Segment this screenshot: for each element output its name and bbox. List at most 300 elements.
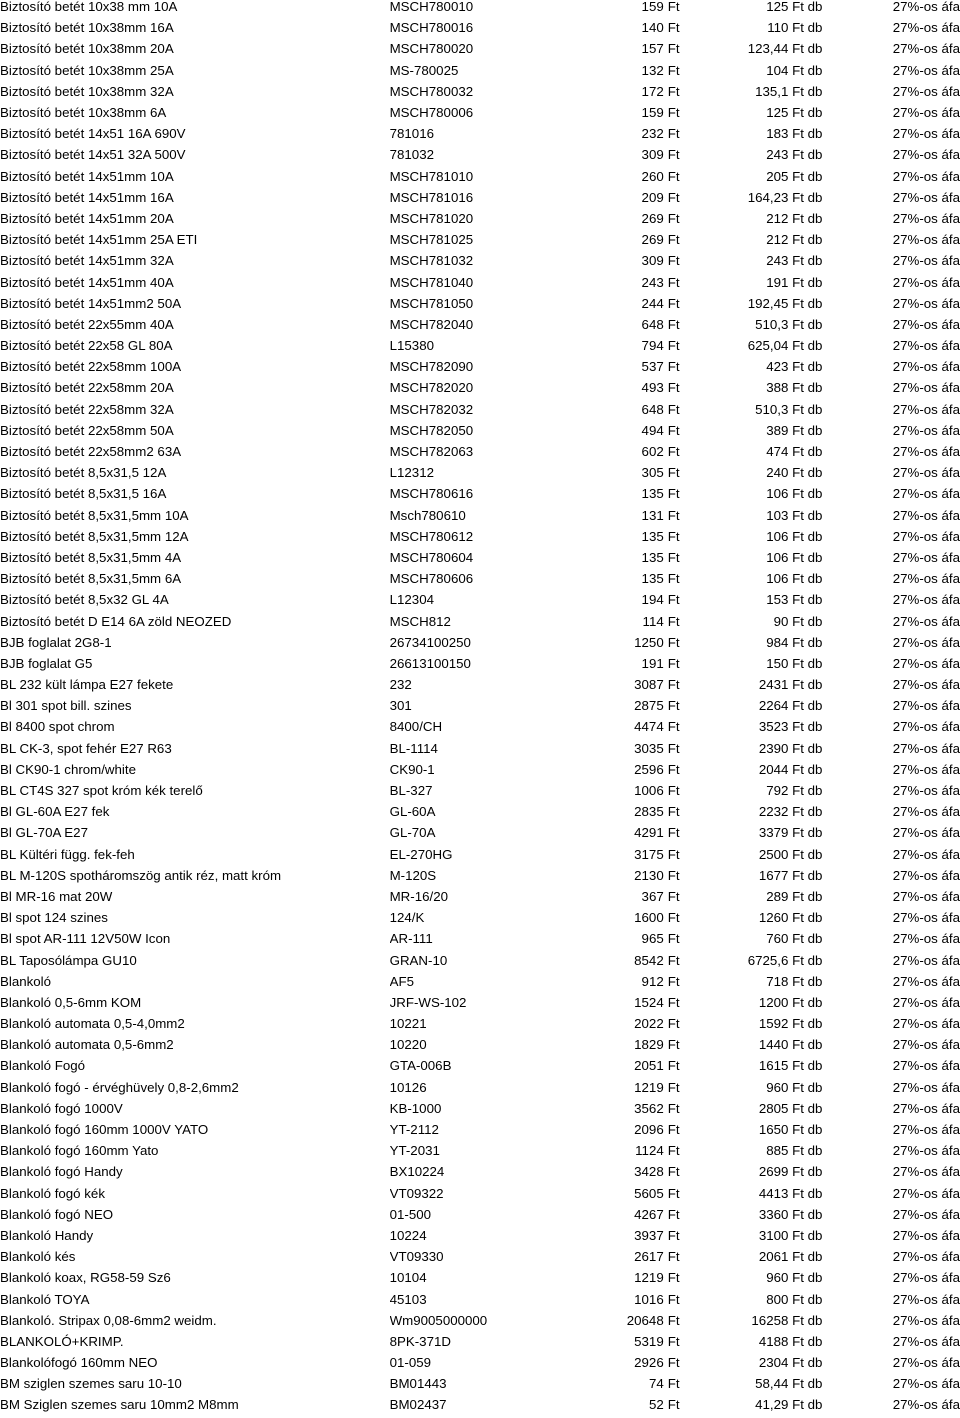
gross-price: 1250: [634, 634, 664, 650]
net-price: 510,3 Ft db: [755, 401, 823, 417]
vat-rate: 27%-os áfa: [892, 1291, 960, 1307]
table-row: [0, 1288, 960, 1309]
table-row: [0, 547, 960, 568]
table-row: [0, 166, 960, 187]
product-code: MSCH780604: [389, 549, 474, 565]
table-row: [0, 420, 960, 441]
gross-price: 1219: [634, 1270, 664, 1286]
net-price: 510,3 Ft db: [755, 316, 823, 332]
currency-label: Ft: [667, 931, 680, 947]
currency-label: Ft: [667, 210, 680, 226]
gross-price: 2130: [634, 867, 664, 883]
product-code: 45103: [389, 1291, 427, 1307]
currency-label: Ft: [667, 1227, 680, 1243]
product-code: 781016: [389, 126, 434, 142]
net-price: 3360 Ft db: [758, 1206, 823, 1222]
product-name: Biztosító betét 8,5x31,5mm 6A: [0, 571, 182, 587]
currency-label: Ft: [667, 1037, 680, 1053]
product-code: MSCH780612: [389, 528, 474, 544]
product-code: 10220: [389, 1037, 427, 1053]
gross-price: 4291: [634, 825, 664, 841]
table-row: [0, 462, 960, 483]
net-price: 16258 Ft db: [751, 1312, 823, 1328]
gross-price: 3175: [634, 846, 664, 862]
vat-rate: 27%-os áfa: [892, 1079, 960, 1095]
net-price: 104 Ft db: [766, 62, 823, 78]
table-row: [0, 1077, 960, 1098]
product-name: Blankoló fogó 160mm 1000V YATO: [0, 1122, 209, 1138]
product-code: MS-780025: [389, 62, 459, 78]
net-price: 1650 Ft db: [758, 1122, 823, 1138]
gross-price: 194: [641, 592, 664, 608]
table-row: [0, 60, 960, 81]
product-code: MSCH780616: [389, 486, 474, 502]
vat-rate: 27%-os áfa: [892, 465, 960, 481]
table-row: [0, 738, 960, 759]
product-code: BM01443: [389, 1376, 447, 1392]
table-row: [0, 229, 960, 250]
gross-price: 191: [641, 655, 664, 671]
table-row: [0, 526, 960, 547]
vat-rate: 27%-os áfa: [892, 168, 960, 184]
gross-price: 52: [648, 1397, 664, 1413]
table-row: [0, 695, 960, 716]
currency-label: Ft: [667, 994, 680, 1010]
product-name: BM sziglen szemes saru 10-10: [0, 1376, 182, 1392]
product-name: Bl 301 spot bill. szines: [0, 698, 132, 714]
net-price: 243 Ft db: [766, 253, 823, 269]
product-code: 8400/CH: [389, 719, 443, 735]
table-row: [0, 1055, 960, 1076]
net-price: 625,04 Ft db: [747, 338, 823, 354]
product-name: BL M-120S spotháromszög antik réz, matt króm: [0, 867, 282, 883]
product-name: Biztosító betét D E14 6A zöld NEOZED: [0, 613, 232, 629]
product-name: Biztosító betét 14x51mm 16A: [0, 189, 174, 205]
table-row: [0, 356, 960, 377]
gross-price: 2835: [634, 804, 664, 820]
table-row: [0, 123, 960, 144]
product-name: Blankoló automata 0,5-4,0mm2: [0, 1016, 185, 1032]
gross-price: 1600: [634, 910, 664, 926]
table-row: [0, 0, 960, 17]
product-code: 124/K: [389, 910, 425, 926]
gross-price: 794: [641, 338, 664, 354]
gross-price: 2617: [634, 1249, 664, 1265]
product-name: BJB foglalat 2G8-1: [0, 634, 112, 650]
gross-price: 74: [648, 1376, 664, 1392]
table-row: [0, 1394, 960, 1415]
product-name: Biztosító betét 8,5x31,5mm 4A: [0, 549, 182, 565]
product-code: MSCH780032: [389, 83, 474, 99]
product-code: YT-2031: [389, 1143, 440, 1159]
currency-label: Ft: [667, 0, 680, 15]
table-row: [0, 865, 960, 886]
vat-rate: 27%-os áfa: [892, 910, 960, 926]
gross-price: 602: [641, 444, 664, 460]
currency-label: Ft: [667, 1143, 680, 1159]
product-code: 01-500: [389, 1206, 432, 1222]
currency-label: Ft: [667, 1206, 680, 1222]
net-price: 125 Ft db: [766, 0, 823, 15]
currency-label: Ft: [667, 1164, 680, 1180]
vat-rate: 27%-os áfa: [892, 126, 960, 142]
product-name: BL Kültéri függ. fek-feh: [0, 846, 135, 862]
table-row: [0, 271, 960, 292]
net-price: 885 Ft db: [766, 1143, 823, 1159]
currency-label: Ft: [667, 168, 680, 184]
vat-rate: 27%-os áfa: [892, 931, 960, 947]
currency-label: Ft: [667, 444, 680, 460]
product-code: MSCH780016: [389, 20, 474, 36]
net-price: 58,44 Ft db: [755, 1376, 823, 1392]
vat-rate: 27%-os áfa: [892, 634, 960, 650]
net-price: 389 Ft db: [766, 422, 823, 438]
vat-rate: 27%-os áfa: [892, 783, 960, 799]
product-name: Biztosító betét 22x58 GL 80A: [0, 338, 173, 354]
gross-price: 367: [641, 888, 664, 904]
vat-rate: 27%-os áfa: [892, 0, 960, 15]
net-price: 2264 Ft db: [758, 698, 823, 714]
vat-rate: 27%-os áfa: [892, 1058, 960, 1074]
product-name: Blankoló. Stripax 0,08-6mm2 weidm.: [0, 1312, 217, 1328]
currency-label: Ft: [667, 465, 680, 481]
vat-rate: 27%-os áfa: [892, 1312, 960, 1328]
product-code: YT-2112: [389, 1122, 439, 1138]
table-row: [0, 335, 960, 356]
product-code: GTA-006B: [389, 1058, 452, 1074]
table-row: [0, 610, 960, 631]
product-code: MSCH782090: [389, 359, 474, 375]
product-name: Biztosító betét 10x38mm 25A: [0, 62, 174, 78]
currency-label: Ft: [667, 910, 680, 926]
net-price: 191 Ft db: [766, 274, 823, 290]
product-name: Biztosító betét 8,5x31,5 12A: [0, 465, 167, 481]
vat-rate: 27%-os áfa: [892, 62, 960, 78]
net-price: 212 Ft db: [766, 210, 823, 226]
currency-label: Ft: [667, 189, 680, 205]
product-name: Blankoló fogó NEO: [0, 1206, 114, 1222]
table-row: [0, 1183, 960, 1204]
gross-price: 172: [641, 83, 664, 99]
product-code: GL-60A: [389, 804, 436, 820]
product-name: Blankoló 0,5-6mm KOM: [0, 994, 142, 1010]
product-name: Biztosító betét 14x51 16A 690V: [0, 126, 186, 142]
net-price: 760 Ft db: [766, 931, 823, 947]
vat-rate: 27%-os áfa: [892, 1185, 960, 1201]
currency-label: Ft: [667, 1333, 680, 1349]
currency-label: Ft: [667, 295, 680, 311]
table-row: [0, 780, 960, 801]
net-price: 2699 Ft db: [758, 1164, 823, 1180]
product-code: MSCH780606: [389, 571, 474, 587]
currency-label: Ft: [667, 528, 680, 544]
table-row: [0, 187, 960, 208]
product-code: MSCH781032: [389, 253, 474, 269]
currency-label: Ft: [667, 1100, 680, 1116]
table-row: [0, 38, 960, 59]
product-code: EL-270HG: [389, 846, 453, 862]
net-price: 423 Ft db: [766, 359, 823, 375]
table-row: [0, 144, 960, 165]
product-name: Blankoló: [0, 973, 52, 989]
net-price: 2304 Ft db: [758, 1355, 823, 1371]
vat-rate: 27%-os áfa: [892, 698, 960, 714]
gross-price: 2926: [634, 1355, 664, 1371]
vat-rate: 27%-os áfa: [892, 1206, 960, 1222]
currency-label: Ft: [667, 41, 680, 57]
currency-label: Ft: [667, 83, 680, 99]
net-price: 4413 Ft db: [758, 1185, 823, 1201]
vat-rate: 27%-os áfa: [892, 592, 960, 608]
net-price: 474 Ft db: [766, 444, 823, 460]
gross-price: 243: [641, 274, 664, 290]
gross-price: 140: [641, 20, 664, 36]
vat-rate: 27%-os áfa: [892, 232, 960, 248]
table-row: [0, 1161, 960, 1182]
table-row: [0, 928, 960, 949]
net-price: 2805 Ft db: [758, 1100, 823, 1116]
currency-label: Ft: [667, 253, 680, 269]
gross-price: 3035: [634, 740, 664, 756]
product-code: BL-327: [389, 783, 433, 799]
gross-price: 135: [641, 528, 664, 544]
table-row: [0, 801, 960, 822]
gross-price: 135: [641, 571, 664, 587]
currency-label: Ft: [667, 422, 680, 438]
product-name: BLANKOLÓ+KRIMP.: [0, 1333, 124, 1349]
vat-rate: 27%-os áfa: [892, 105, 960, 121]
table-row: [0, 1246, 960, 1267]
net-price: 800 Ft db: [766, 1291, 823, 1307]
table-row: [0, 568, 960, 589]
gross-price: 1124: [635, 1143, 664, 1159]
product-name: Biztosító betét 14x51 32A 500V: [0, 147, 186, 163]
vat-rate: 27%-os áfa: [892, 1355, 960, 1371]
net-price: 1440 Ft db: [758, 1037, 823, 1053]
currency-label: Ft: [667, 783, 680, 799]
product-code: 26734100250: [389, 634, 471, 650]
gross-price: 309: [641, 253, 664, 269]
product-name: Biztosító betét 10x38 mm 10A: [0, 0, 178, 15]
currency-label: Ft: [667, 761, 680, 777]
product-code: MSCH781050: [389, 295, 474, 311]
table-row: [0, 102, 960, 123]
vat-rate: 27%-os áfa: [892, 41, 960, 57]
table-row: [0, 17, 960, 38]
net-price: 192,45 Ft db: [747, 295, 823, 311]
currency-label: Ft: [667, 147, 680, 163]
product-code: CK90-1: [389, 761, 435, 777]
table-row: [0, 1310, 960, 1331]
net-price: 106 Ft db: [766, 486, 823, 502]
gross-price: 912: [641, 973, 664, 989]
vat-rate: 27%-os áfa: [892, 507, 960, 523]
net-price: 2500 Ft db: [758, 846, 823, 862]
gross-price: 648: [641, 316, 664, 332]
product-code: MSCH781040: [389, 274, 474, 290]
product-code: MSCH781020: [389, 210, 474, 226]
product-code: 10221: [389, 1016, 427, 1032]
table-row: [0, 1034, 960, 1055]
vat-rate: 27%-os áfa: [892, 20, 960, 36]
table-row: [0, 441, 960, 462]
table-row: [0, 1352, 960, 1373]
gross-price: 305: [641, 465, 664, 481]
vat-rate: 27%-os áfa: [892, 1143, 960, 1159]
product-name: Blankoló kés: [0, 1249, 76, 1265]
table-row: [0, 1267, 960, 1288]
net-price: 125 Ft db: [766, 105, 823, 121]
product-code: L15380: [389, 338, 434, 354]
currency-label: Ft: [667, 1312, 680, 1328]
gross-price: 1219: [634, 1079, 664, 1095]
net-price: 205 Ft db: [766, 168, 823, 184]
product-name: Bl 8400 spot chrom: [0, 719, 115, 735]
product-code: MSCH782063: [389, 444, 474, 460]
product-name: Biztosító betét 14x51mm 40A: [0, 274, 174, 290]
table-row: [0, 1119, 960, 1140]
vat-rate: 27%-os áfa: [892, 1037, 960, 1053]
product-code: MSCH782032: [389, 401, 474, 417]
gross-price: 4267: [634, 1206, 664, 1222]
net-price: 960 Ft db: [766, 1270, 823, 1286]
vat-rate: 27%-os áfa: [892, 1100, 960, 1116]
product-code: 8PK-371D: [389, 1333, 451, 1349]
table-row: [0, 1331, 960, 1352]
gross-price: 493: [641, 380, 664, 396]
vat-rate: 27%-os áfa: [892, 1397, 960, 1413]
vat-rate: 27%-os áfa: [892, 1270, 960, 1286]
net-price: 90 Ft db: [773, 613, 823, 629]
gross-price: 135: [641, 486, 664, 502]
currency-label: Ft: [667, 380, 680, 396]
net-price: 240 Ft db: [766, 465, 823, 481]
gross-price: 1016: [634, 1291, 664, 1307]
currency-label: Ft: [667, 401, 680, 417]
net-price: 106 Ft db: [766, 549, 823, 565]
table-row: [0, 250, 960, 271]
product-code: AR-111: [389, 931, 433, 947]
net-price: 1592 Ft db: [758, 1016, 823, 1032]
vat-rate: 27%-os áfa: [892, 359, 960, 375]
vat-rate: 27%-os áfa: [892, 444, 960, 460]
net-price: 41,29 Ft db: [755, 1397, 823, 1413]
net-price: 164,23 Ft db: [747, 189, 823, 205]
product-code: MSCH780010: [389, 0, 474, 15]
gross-price: 648: [641, 401, 664, 417]
table-row: [0, 716, 960, 737]
product-name: Blankoló automata 0,5-6mm2: [0, 1037, 174, 1053]
product-name: Blankoló Handy: [0, 1227, 94, 1243]
currency-label: Ft: [667, 952, 680, 968]
product-name: Blankoló TOYA: [0, 1291, 90, 1307]
net-price: 123,44 Ft db: [747, 41, 823, 57]
table-row: [0, 674, 960, 695]
vat-rate: 27%-os áfa: [892, 571, 960, 587]
gross-price: 135: [641, 549, 664, 565]
product-code: MSCH781010: [389, 168, 474, 184]
product-code: MSCH780020: [389, 41, 474, 57]
table-row: [0, 314, 960, 335]
currency-label: Ft: [667, 1355, 680, 1371]
product-name: Biztosító betét 22x58mm 50A: [0, 422, 174, 438]
gross-price: 209: [641, 189, 664, 205]
table-row: [0, 293, 960, 314]
vat-rate: 27%-os áfa: [892, 486, 960, 502]
net-price: 6725,6 Ft db: [747, 952, 823, 968]
vat-rate: 27%-os áfa: [892, 422, 960, 438]
currency-label: Ft: [667, 232, 680, 248]
vat-rate: 27%-os áfa: [892, 740, 960, 756]
product-name: Biztosító betét 14x51mm 32A: [0, 253, 174, 269]
currency-label: Ft: [667, 549, 680, 565]
product-code: GL-70A: [389, 825, 436, 841]
gross-price: 965: [641, 931, 664, 947]
table-row: [0, 1013, 960, 1034]
vat-rate: 27%-os áfa: [892, 147, 960, 163]
product-code: 01-059: [389, 1355, 432, 1371]
currency-label: Ft: [667, 634, 680, 650]
vat-rate: 27%-os áfa: [892, 825, 960, 841]
table-row: [0, 1098, 960, 1119]
product-code: Wm9005000000: [389, 1312, 488, 1328]
product-code: L12312: [389, 465, 434, 481]
product-code: KB-1000: [389, 1100, 442, 1116]
net-price: 1260 Ft db: [758, 910, 823, 926]
gross-price: 132: [641, 62, 664, 78]
product-code: L12304: [389, 592, 434, 608]
product-code: MSCH780006: [389, 105, 474, 121]
product-code: MSCH781016: [389, 189, 474, 205]
currency-label: Ft: [667, 1016, 680, 1032]
gross-price: 494: [641, 422, 664, 438]
table-row: [0, 992, 960, 1013]
product-name: Biztosító betét 22x55mm 40A: [0, 316, 174, 332]
net-price: 106 Ft db: [766, 528, 823, 544]
net-price: 1200 Ft db: [758, 994, 823, 1010]
net-price: 2431 Ft db: [758, 677, 823, 693]
vat-rate: 27%-os áfa: [892, 888, 960, 904]
product-code: 232: [389, 677, 412, 693]
product-name: BL CK-3, spot fehér E27 R63: [0, 740, 172, 756]
net-price: 183 Ft db: [766, 126, 823, 142]
vat-rate: 27%-os áfa: [892, 549, 960, 565]
net-price: 1677 Ft db: [758, 867, 823, 883]
product-name: Biztosító betét 22x58mm 100A: [0, 359, 182, 375]
currency-label: Ft: [667, 613, 680, 629]
gross-price: 537: [641, 359, 664, 375]
vat-rate: 27%-os áfa: [892, 1333, 960, 1349]
currency-label: Ft: [667, 825, 680, 841]
product-code: AF5: [389, 973, 414, 989]
product-name: BJB foglalat G5: [0, 655, 93, 671]
currency-label: Ft: [667, 719, 680, 735]
gross-price: 269: [641, 210, 664, 226]
currency-label: Ft: [667, 740, 680, 756]
gross-price: 5605: [634, 1185, 664, 1201]
vat-rate: 27%-os áfa: [892, 1016, 960, 1032]
gross-price: 2022: [634, 1016, 664, 1032]
product-code: 10126: [389, 1079, 427, 1095]
currency-label: Ft: [667, 20, 680, 36]
net-price: 150 Ft db: [766, 655, 823, 671]
product-name: Bl CK90-1 chrom/white: [0, 761, 136, 777]
product-code: MSCH782040: [389, 316, 474, 332]
gross-price: 159: [641, 105, 664, 121]
product-code: 10104: [389, 1270, 427, 1286]
net-price: 792 Ft db: [766, 783, 823, 799]
vat-rate: 27%-os áfa: [892, 253, 960, 269]
